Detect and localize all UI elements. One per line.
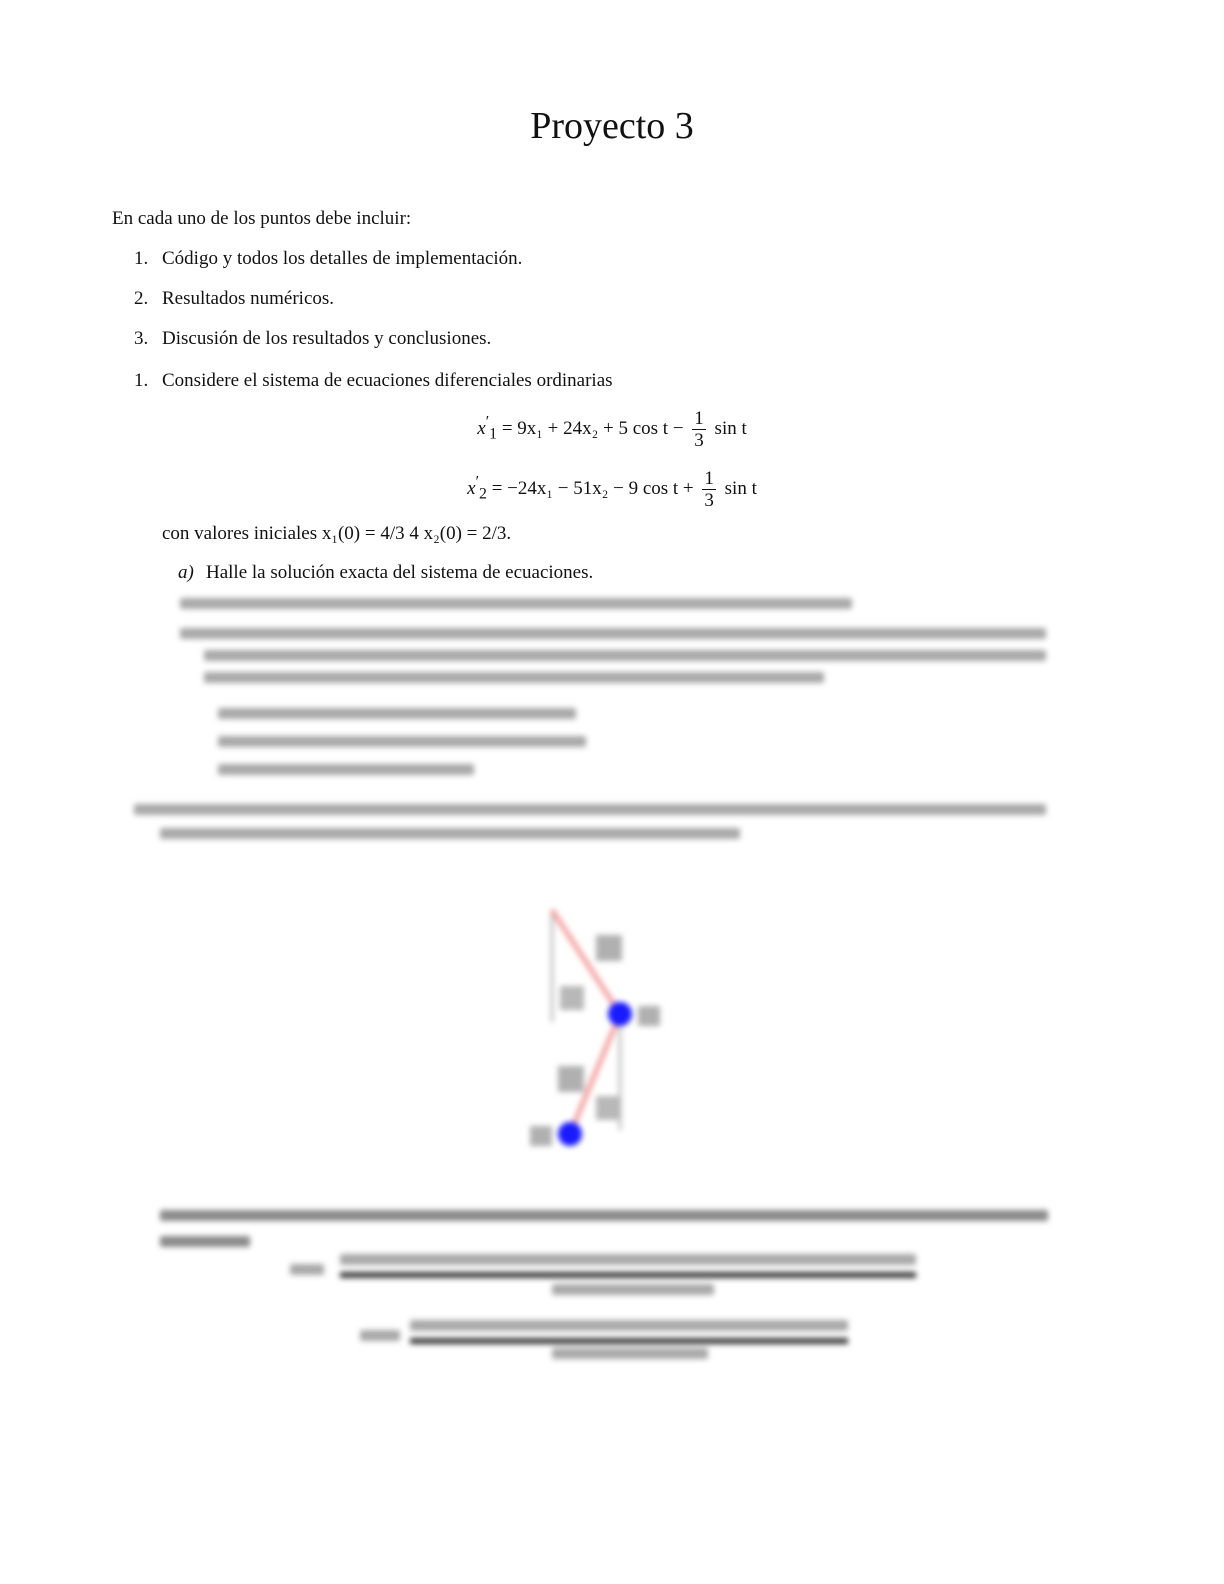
problem-text: Considere el sistema de ecuaciones diferenciales ordinarias — [162, 370, 613, 391]
label-l2 — [558, 1066, 584, 1092]
requirement-text: Resultados numéricos. — [162, 288, 335, 309]
eq2-frac-den: 3 — [704, 490, 714, 511]
item-a — [178, 562, 593, 584]
eq1-prime: ′ — [485, 413, 490, 431]
blurred-line — [410, 1320, 848, 1331]
blurred-line — [552, 1348, 708, 1359]
requirement-number: 2. — [134, 288, 149, 309]
label-m2 — [530, 1126, 552, 1146]
item-a-label: a) — [178, 562, 194, 583]
label-m1 — [638, 1006, 660, 1026]
requirement-number: 1. — [134, 248, 149, 269]
blurred-line — [340, 1254, 916, 1265]
item-a-text: Halle la solución exacta del sistema de ecuaciones. — [206, 562, 594, 583]
label-theta2 — [596, 1096, 620, 1120]
pendulum-mass-2 — [558, 1122, 582, 1146]
eq1-lhs-sub: 1 — [489, 425, 498, 443]
eq1-lhs-var: x — [477, 417, 486, 439]
problem-number: 1. — [134, 370, 149, 391]
blurred-line — [360, 1330, 400, 1341]
eq2-frac-num: 1 — [704, 468, 714, 489]
eq2-prime: ′ — [475, 473, 480, 491]
eq2-lhs-sub: 2 — [479, 485, 487, 503]
initial-conditions: con valores iniciales x₁(0) = 4/3 4 x₂(0) = 2/3. — [162, 523, 512, 544]
blurred-line — [290, 1264, 324, 1275]
requirement-number: 3. — [134, 328, 149, 349]
requirement-item — [134, 288, 334, 310]
eq1-frac-num: 1 — [694, 408, 704, 429]
blurred-line — [552, 1284, 714, 1295]
blurred-content — [0, 590, 1224, 1370]
pendulum-mass-1 — [608, 1002, 632, 1026]
eq1-rhs: = 9x₁ + 24x₂ + 5 cos t − — [497, 417, 689, 439]
intro-text: En cada uno de los puntos debe incluir: — [112, 208, 412, 229]
label-theta1 — [560, 986, 584, 1010]
equation-1 — [0, 408, 1224, 451]
eq2-rhs: = −24x₁ − 51x₂ − 9 cos t + — [486, 477, 699, 499]
eq1-fraction — [692, 408, 706, 451]
eq2-tail: sin t — [719, 477, 757, 499]
page-title: Proyecto 3 — [530, 105, 694, 147]
requirement-text: Código y todos los detalles de implementación. — [162, 248, 523, 269]
eq1-tail: sin t — [709, 417, 747, 439]
blurred-line — [160, 1236, 250, 1247]
fraction-bar — [340, 1272, 916, 1278]
blurred-line — [160, 1210, 1048, 1221]
requirement-text: Discusión de los resultados y conclusiones. — [162, 328, 492, 349]
eq2-fraction — [702, 468, 716, 511]
requirement-item — [134, 328, 491, 350]
equation-2 — [0, 468, 1224, 511]
fraction-bar — [410, 1338, 848, 1344]
requirement-item — [134, 248, 522, 270]
label-l1 — [596, 935, 622, 961]
eq2-lhs-var: x — [467, 477, 476, 499]
double-pendulum-figure — [0, 590, 1224, 1370]
eq1-frac-den: 3 — [694, 430, 704, 451]
problem-1-statement — [134, 370, 613, 392]
